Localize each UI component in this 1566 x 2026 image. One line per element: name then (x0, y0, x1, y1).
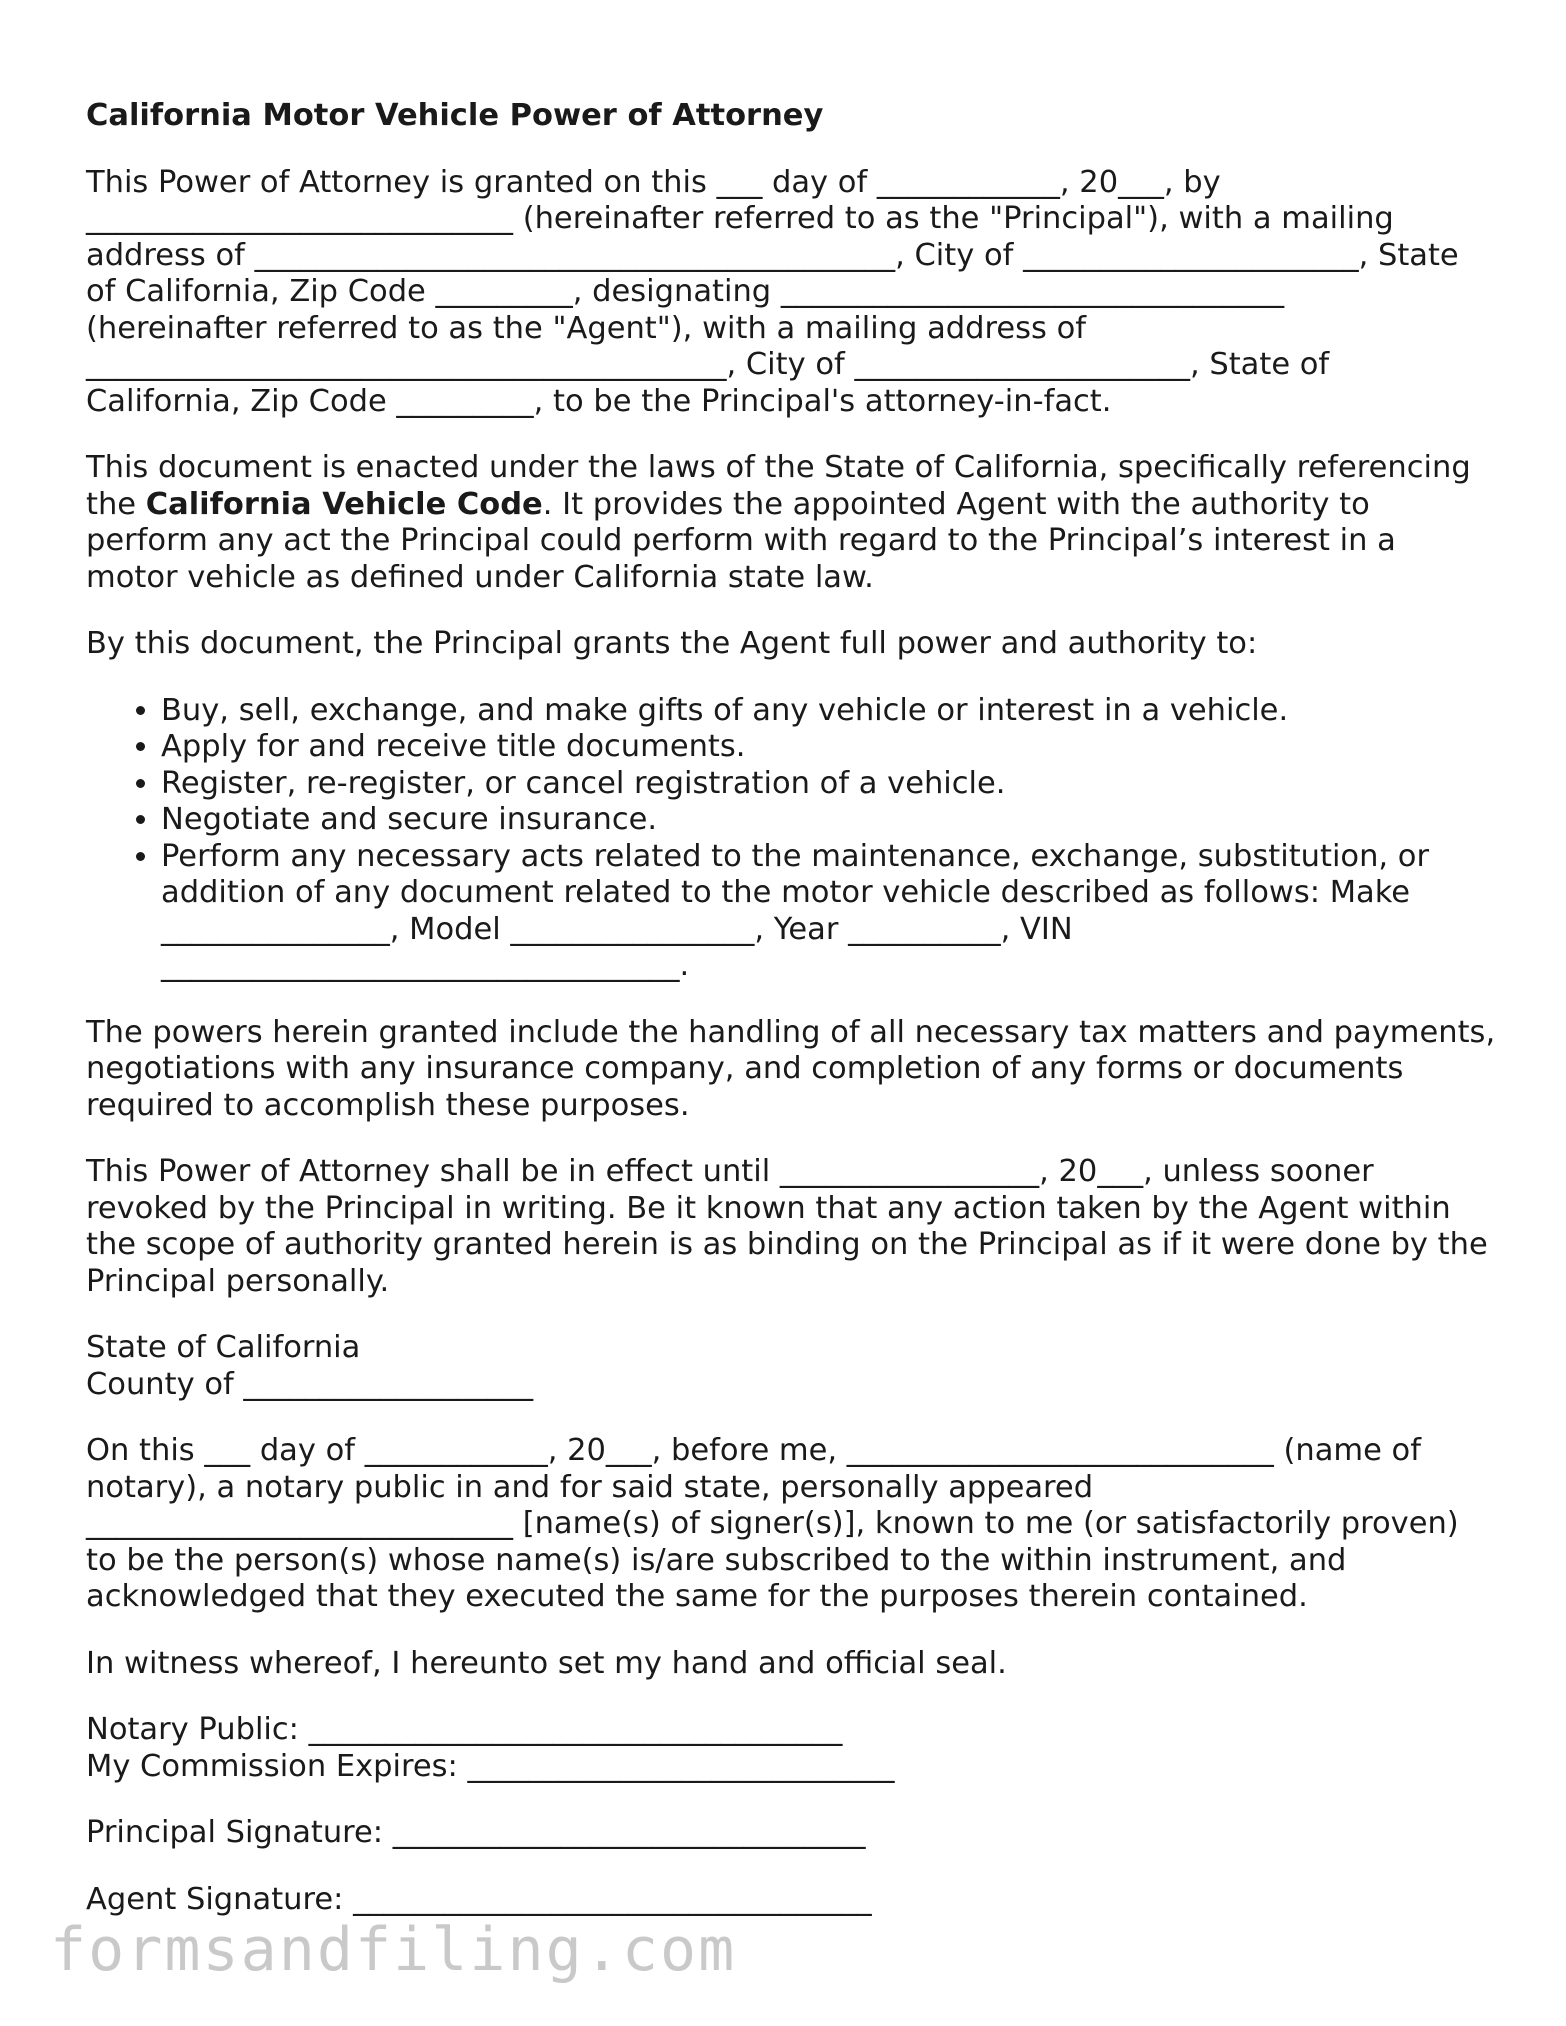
notary-line: ____________________________ [name(s) of signer(s)], known to me (or satisfactorily proven) (86, 1506, 1459, 1541)
list-item: • Perform any necessary acts related to the maintenance, exchange, substitution, or addition of any document related to the motor vehicle described as follows: Make _______________, Model ________________, Year __________, VIN __________________________________. (161, 839, 1496, 985)
law-text-before: This document is enacted under the laws of the State of California, specifically referencing the (86, 450, 1471, 522)
intro-line: (hereinafter referred to as the "Agent"), with a mailing address of (86, 310, 1086, 346)
watermark: formsandfiling.com (50, 1915, 737, 1985)
duration-paragraph: This Power of Attorney shall be in effect until _________________, 20___, unless sooner revoked by the Principal in writing. Be it known that any action taken by the Agent within the scope of authority granted herein is as binding on the Principal as if it were done by the Principal personally. (86, 1154, 1488, 1299)
notary-public-field[interactable]: Notary Public: ___________________________________ (86, 1712, 843, 1747)
notary-paragraph (86, 1433, 1496, 1616)
list-item: • Buy, sell, exchange, and make gifts of any vehicle or interest in a vehicle. (161, 693, 1496, 730)
intro-line: This Power of Attorney is granted on this ___ day of ____________, 20___, by (86, 164, 1221, 200)
principal-signature-field[interactable]: Principal Signature: _______________________________ (86, 1815, 866, 1850)
notary-signature-block (86, 1712, 1496, 1785)
notary-line: acknowledged that they executed the same for the purposes therein contained. (86, 1579, 1308, 1614)
agent-signature-block (86, 1882, 1496, 1919)
witness-line: In witness whereof, I hereunto set my hand and official seal. (86, 1645, 1007, 1681)
law-text-after: . It provides the appointed Agent with the authority to perform any act the Principal could perform with regard to the Principal’s interest in a motor vehicle as defined under California state law. (86, 486, 1396, 595)
list-item: • Register, re-register, or cancel registration of a vehicle. (161, 766, 1496, 803)
intro-line: of California, Zip Code _________, designating _________________________________ (86, 274, 1285, 309)
vehicle-code-term: California Vehicle Code (145, 486, 543, 522)
intro-line: address of __________________________________________, City of ______________________, State (86, 237, 1459, 273)
powers-list (86, 693, 1496, 985)
list-item: • Negotiate and secure insurance. (161, 802, 1496, 839)
intro-paragraph (86, 165, 1496, 421)
notary-line: notary), a notary public in and for said state, personally appeared (86, 1469, 1094, 1505)
venue-state: State of California (86, 1330, 361, 1365)
list-item: • Apply for and receive title documents. (161, 729, 1496, 766)
notary-line: On this ___ day of ____________, 20___, before me, ____________________________ (name of (86, 1433, 1421, 1468)
venue-block (86, 1330, 1496, 1403)
venue-county: County of ___________________ (86, 1366, 534, 1402)
tax-paragraph: The powers herein granted include the handling of all necessary tax matters and payments, negotiations with any insurance company, and completion of any forms or documents required to accomplish these purposes. (86, 1014, 1496, 1123)
principal-signature-block (86, 1815, 1496, 1852)
intro-line: California, Zip Code _________, to be the Principal's attorney-in-fact. (86, 383, 1112, 419)
notary-line: to be the person(s) whose name(s) is/are subscribed to the within instrument, and (86, 1542, 1347, 1578)
law-paragraph (86, 450, 1496, 596)
intro-line: ____________________________ (hereinafter referred to as the "Principal"), with a mailing (86, 201, 1394, 236)
grant-intro: By this document, the Principal grants the Agent full power and authority to: (86, 626, 1258, 661)
intro-line: __________________________________________, City of ______________________, State of (86, 347, 1330, 382)
agent-signature-field[interactable]: Agent Signature: __________________________________ (86, 1881, 872, 1917)
document-page (86, 98, 1496, 1948)
commission-expires-field[interactable]: My Commission Expires: ____________________________ (86, 1748, 895, 1784)
document-title: California Motor Vehicle Power of Attorney (86, 98, 824, 133)
